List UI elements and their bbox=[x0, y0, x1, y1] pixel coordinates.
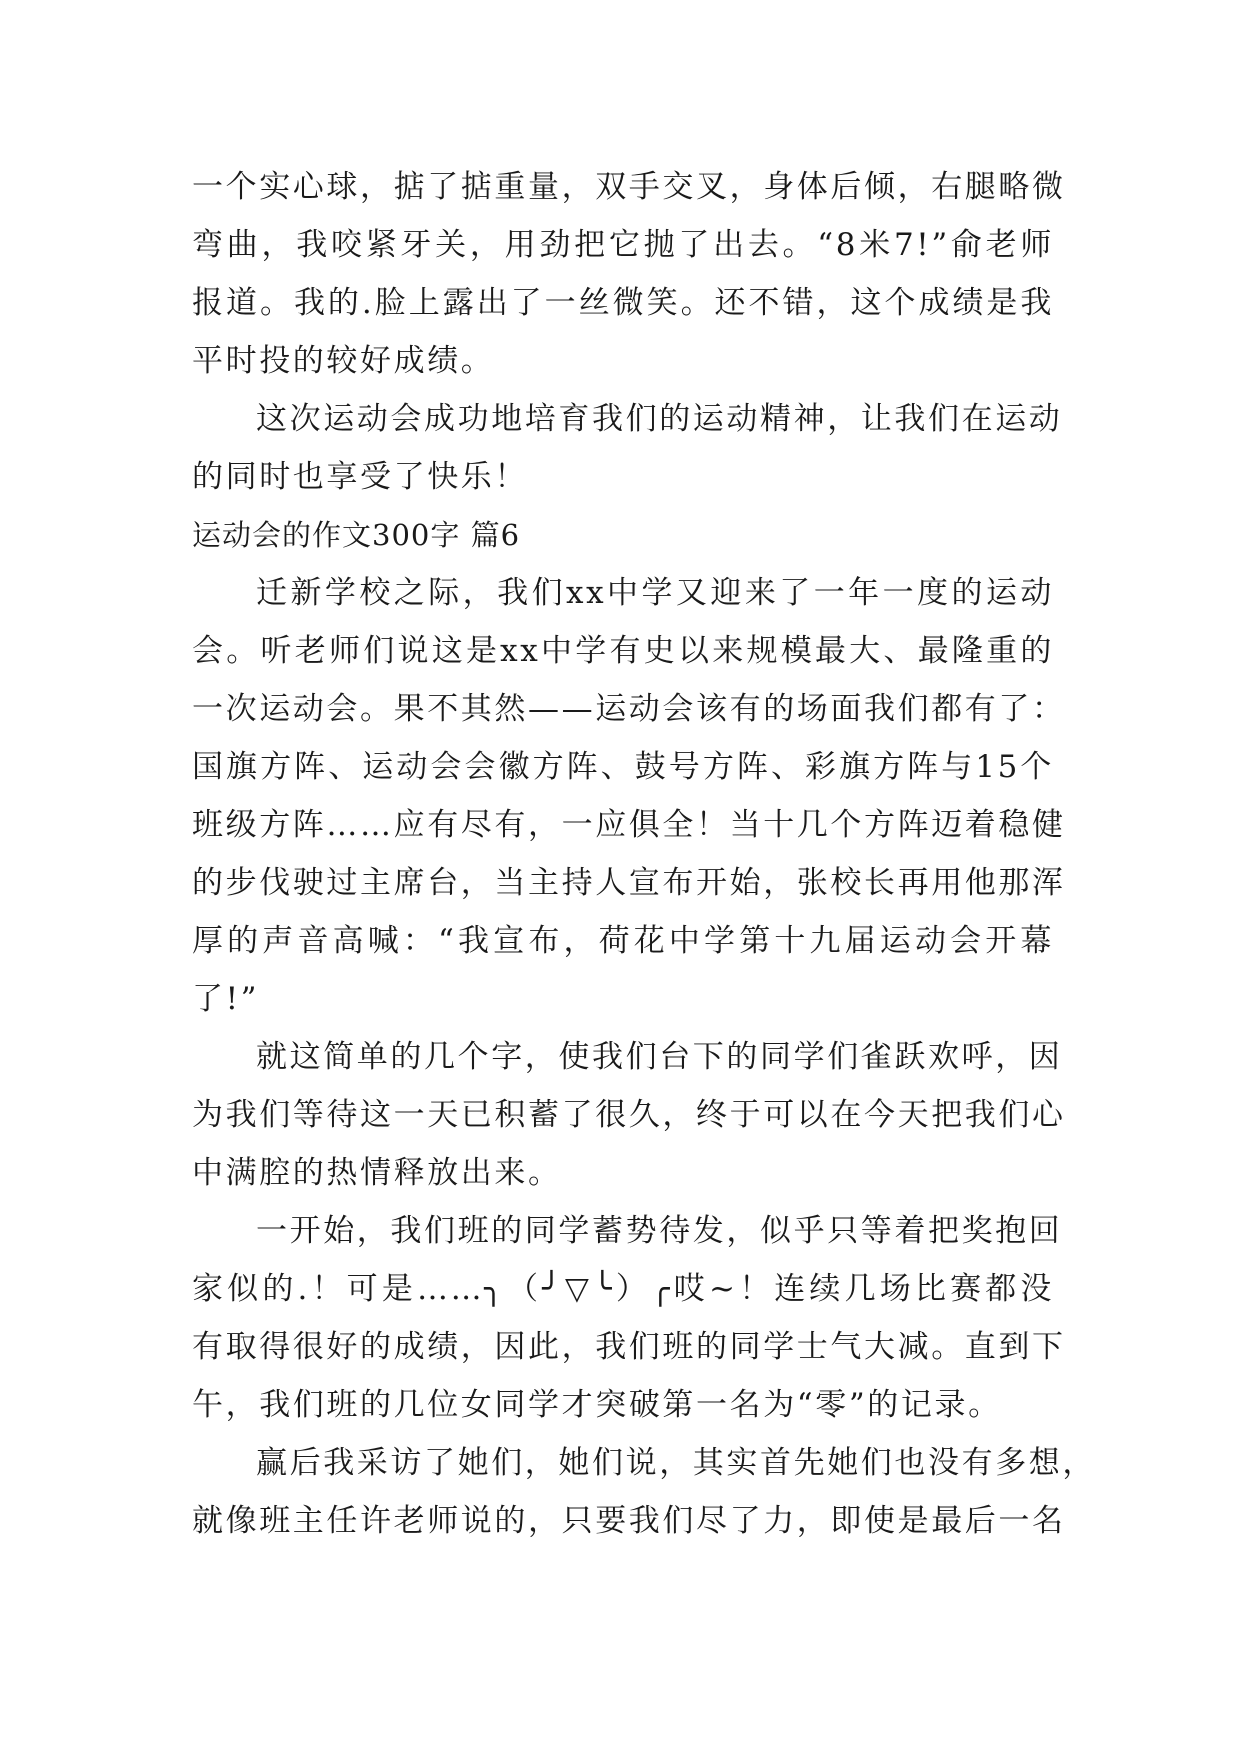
text-line: 就这简单的几个字，使我们台下的同学们雀跃欢呼，因 bbox=[256, 1039, 1063, 1075]
paragraph-2 bbox=[192, 390, 1063, 506]
text-line: 国旗方阵、运动会会徽方阵、鼓号方阵、彩旗方阵与15个 bbox=[192, 749, 1054, 785]
paragraph-3 bbox=[192, 564, 1066, 1028]
text-line: 一次运动会。果不其然——运动会该有的场面我们都有了： bbox=[192, 691, 1066, 727]
paragraph-6 bbox=[192, 1434, 1096, 1550]
text-line: 平时投的较好成绩。 bbox=[192, 343, 495, 379]
text-line: 中满腔的热情释放出来。 bbox=[192, 1155, 562, 1191]
paragraph-4 bbox=[192, 1028, 1066, 1202]
text-line: 赢后我采访了她们，她们说，其实首先她们也没有多想， bbox=[256, 1445, 1096, 1481]
text-line: 会。听老师们说这是xx中学有史以来规模最大、最隆重的 bbox=[192, 633, 1054, 669]
text-line: 了!” bbox=[192, 981, 260, 1017]
text-line: 的同时也享受了快乐！ bbox=[192, 459, 528, 495]
section-heading bbox=[192, 506, 1054, 564]
paragraph-5 bbox=[192, 1202, 1066, 1434]
text-line: 报道。我的.脸上露出了一丝微笑。还不错，这个成绩是我 bbox=[192, 285, 1054, 321]
document-page bbox=[192, 158, 1096, 1550]
text-line: 厚的声音高喊：“我宣布，荷花中学第十九届运动会开幕 bbox=[192, 923, 1054, 959]
text-line: 的步伐驶过主席台，当主持人宣布开始，张校长再用他那浑 bbox=[192, 865, 1066, 901]
text-line: 班级方阵……应有尽有，一应俱全！当十几个方阵迈着稳健 bbox=[192, 807, 1066, 843]
text-line: 就像班主任许老师说的，只要我们尽了力，即使是最后一名 bbox=[192, 1503, 1066, 1539]
text-line: 迁新学校之际，我们xx中学又迎来了一年一度的运动 bbox=[256, 575, 1054, 611]
text-line: 这次运动会成功地培育我们的运动精神，让我们在运动 bbox=[256, 401, 1063, 437]
text-line: 一个实心球，掂了掂重量，双手交叉，身体后倾，右腿略微 bbox=[192, 169, 1066, 205]
text-line: 弯曲，我咬紧牙关，用劲把它抛了出去。“8米7!”俞老师 bbox=[192, 227, 1054, 263]
text-line: 一开始，我们班的同学蓄势待发，似乎只等着把奖抱回 bbox=[256, 1213, 1063, 1249]
text-line: 午，我们班的几位女同学才突破第一名为“零”的记录。 bbox=[192, 1387, 1002, 1423]
paragraph-1 bbox=[192, 158, 1066, 390]
text-line: 有取得很好的成绩，因此，我们班的同学士气大减。直到下 bbox=[192, 1329, 1066, 1365]
text-line: 为我们等待这一天已积蓄了很久，终于可以在今天把我们心 bbox=[192, 1097, 1066, 1133]
heading-text: 运动会的作文300字 篇6 bbox=[192, 518, 521, 552]
text-line: 家似的.！可是……╮（╯▽╰）╭哎~！连续几场比赛都没 bbox=[192, 1271, 1054, 1307]
